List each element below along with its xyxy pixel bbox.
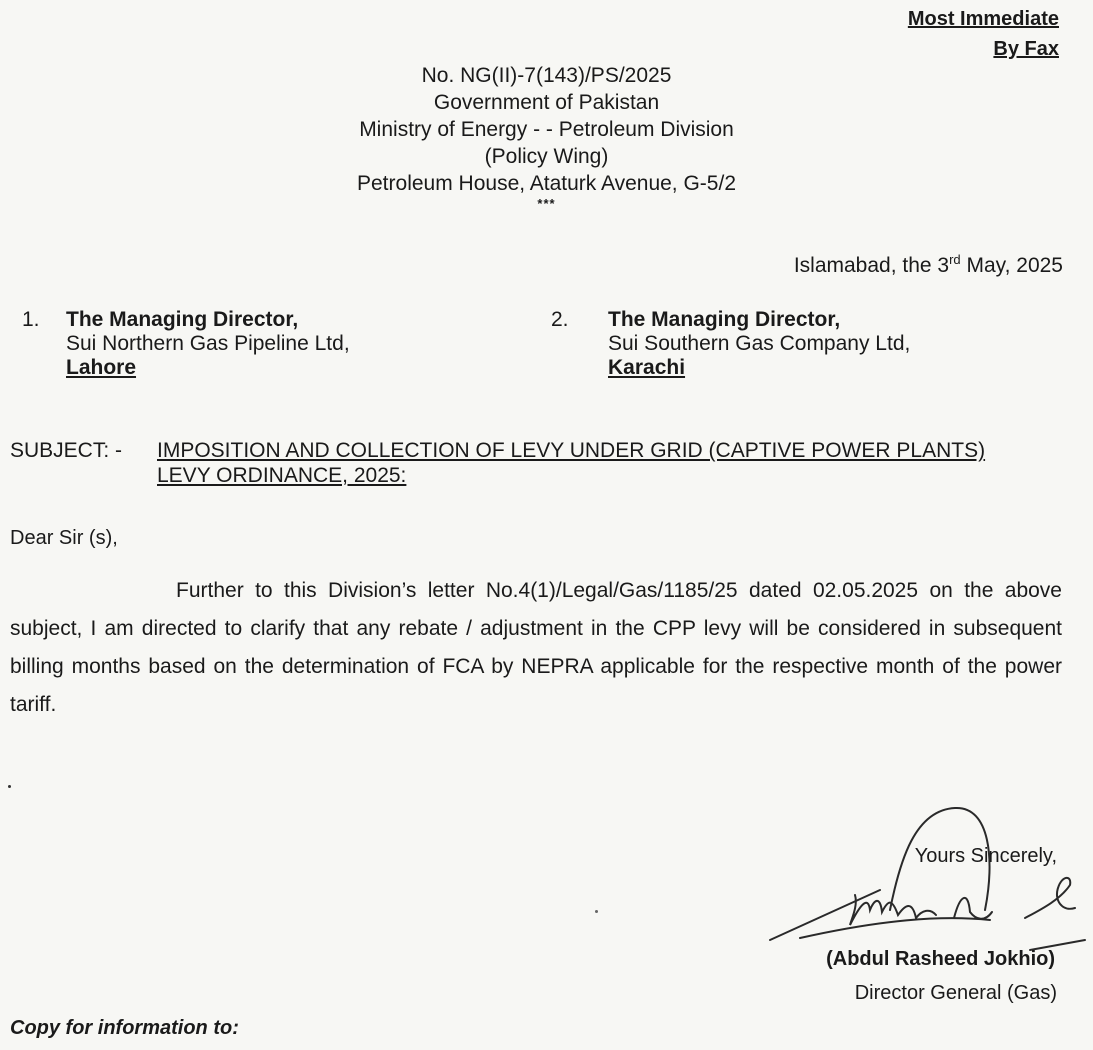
recipient-city: Karachi <box>608 356 686 379</box>
recipient-1 <box>22 308 522 388</box>
salutation: Dear Sir (s), <box>10 527 118 549</box>
recipient-title: The Managing Director, <box>66 308 299 331</box>
delivery-label: By Fax <box>993 38 1059 60</box>
stray-dot <box>8 785 11 788</box>
wing-name: (Policy Wing) <box>484 145 609 168</box>
signature-image <box>740 800 1090 960</box>
priority-label: Most Immediate <box>907 8 1059 30</box>
subject-label: SUBJECT: - <box>10 439 123 462</box>
subject-line <box>10 438 1050 498</box>
recipient-number: 1. <box>22 308 40 331</box>
stray-speck <box>595 910 598 913</box>
letter-date: Islamabad, the 3rd May, 2025 <box>793 252 1063 277</box>
recipient-title: The Managing Director, <box>608 308 841 331</box>
recipient-company: Sui Southern Gas Company Ltd, <box>608 332 911 355</box>
valediction: Yours Sincerely, <box>914 845 1057 867</box>
office-block <box>0 62 1093 211</box>
signatory-name: (Abdul Rasheed Jokhio) <box>826 948 1055 970</box>
government-name: Government of Pakistan <box>433 91 660 114</box>
subject-text: IMPOSITION AND COLLECTION OF LEVY UNDER GRID (CAPTIVE POWER PLANTS) LEVY ORDINANCE, 2025: <box>157 439 986 487</box>
recipient-company: Sui Northern Gas Pipeline Ltd, <box>66 332 350 355</box>
separator: *** <box>537 196 556 211</box>
signatory-designation: Director General (Gas) <box>854 982 1057 1004</box>
body-paragraph: Further to this Division’s letter No.4(1)/Legal/Gas/1185/25 dated 02.05.2025 on the above subject, I am directed to clarify that any rebate / adjustment in the CPP levy will be considered in subsequent billing months based on the determination of FCA by NEPRA applicable for the respective month of the power tariff. <box>10 579 1062 716</box>
ministry-name: Ministry of Energy - - Petroleum Division <box>359 118 734 141</box>
recipient-number: 2. <box>551 308 569 331</box>
recipient-city: Lahore <box>66 356 137 379</box>
office-address: Petroleum House, Ataturk Avenue, G-5/2 <box>357 172 736 195</box>
reference-number: No. NG(II)-7(143)/PS/2025 <box>421 64 672 87</box>
recipient-2 <box>551 308 1051 388</box>
copy-note: Copy for information to: <box>10 1017 239 1039</box>
